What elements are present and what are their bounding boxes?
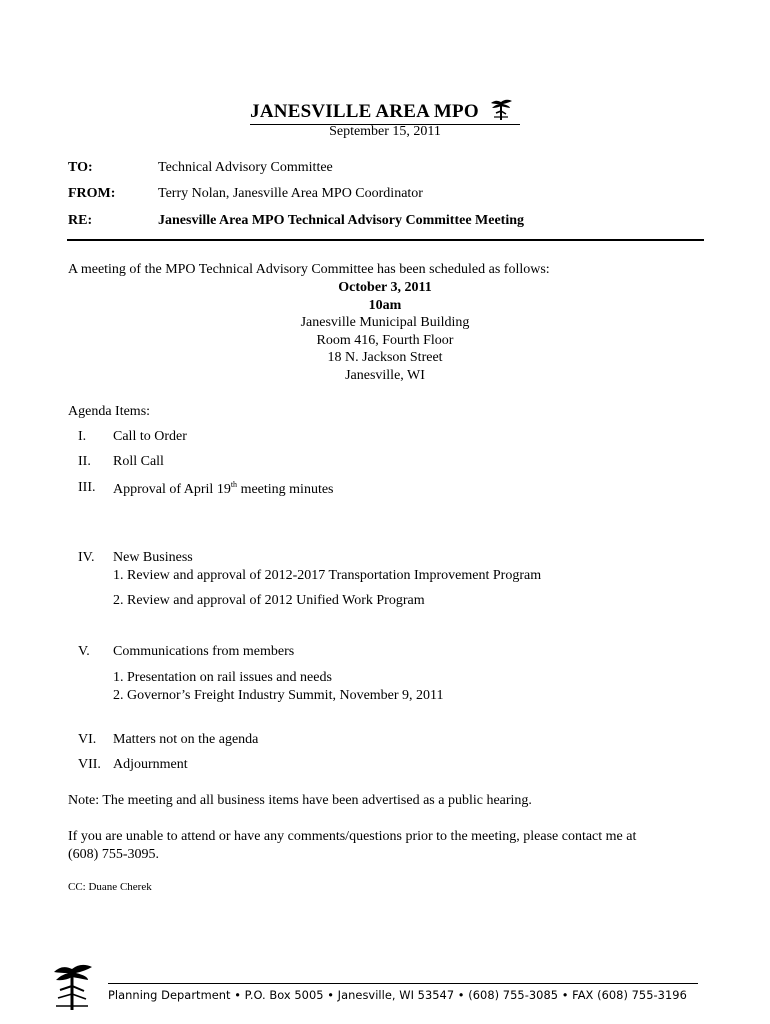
ordinal-suffix: th	[230, 480, 238, 489]
meeting-time: 10am	[368, 297, 402, 313]
agenda-num: VI.	[78, 732, 97, 747]
agenda-item: New Business	[113, 550, 193, 565]
contact-phone: (608) 755-3095.	[68, 847, 159, 862]
from-label: FROM:	[68, 186, 116, 201]
agenda-num: II.	[78, 454, 91, 469]
footer-address: Planning Department • P.O. Box 5005 • Janesville, WI 53547 • (608) 755-3085 • FAX (608) 755-3196	[108, 988, 687, 1002]
agenda-item-text: meeting minutes	[237, 482, 334, 497]
meeting-date: October 3, 2011	[338, 280, 432, 295]
agenda-item: Matters not on the agenda	[113, 732, 259, 747]
to-value: Technical Advisory Committee	[158, 160, 333, 175]
re-value: Janesville Area MPO Technical Advisory Committee Meeting	[158, 213, 525, 228]
note-text: Note: The meeting and all business items have been advertised as a public hearing.	[68, 793, 532, 808]
agenda-num: III.	[78, 480, 96, 495]
agenda-item-text: Approval of April 19	[113, 482, 231, 497]
footer-divider	[108, 983, 698, 984]
memo-date: September 15, 2011	[329, 124, 441, 139]
re-label: RE:	[68, 213, 93, 228]
agenda-heading: Agenda Items:	[68, 404, 151, 419]
meeting-details	[0, 279, 770, 384]
contact-text: If you are unable to attend or have any comments/questions prior to the meeting, please contact me at	[68, 829, 637, 844]
agenda-item: Communications from members	[113, 644, 295, 659]
agenda-num: V.	[78, 644, 90, 659]
tree-logo-icon	[48, 960, 96, 1012]
agenda-num: VII.	[78, 757, 101, 772]
cc-line: CC: Duane Cherek	[68, 881, 152, 893]
agenda-num: I.	[78, 429, 87, 444]
from-value: Terry Nolan, Janesville Area MPO Coordinator	[158, 186, 423, 201]
tree-logo-icon	[488, 97, 514, 121]
meeting-city: Janesville, WI	[345, 367, 425, 383]
to-label: TO:	[68, 160, 93, 175]
sub-item: 2. Review and approval of 2012 Unified Work Program	[113, 593, 425, 608]
meeting-room: Room 416, Fourth Floor	[316, 332, 454, 348]
agenda-item: Roll Call	[113, 454, 164, 469]
agenda-num: IV.	[78, 550, 95, 565]
agenda-item: Call to Order	[113, 429, 187, 444]
page-title: JANESVILLE AREA MPO	[250, 101, 479, 122]
page-title-underline	[250, 97, 520, 125]
agenda-item	[113, 480, 334, 498]
meeting-building: Janesville Municipal Building	[300, 315, 470, 330]
meeting-street: 18 N. Jackson Street	[327, 350, 443, 365]
sub-item: 1. Presentation on rail issues and needs	[113, 670, 332, 685]
agenda-item: Adjournment	[113, 757, 188, 772]
header-divider	[67, 239, 704, 241]
intro-text: A meeting of the MPO Technical Advisory Committee has been scheduled as follows:	[68, 262, 550, 277]
sub-item: 2. Governor’s Freight Industry Summit, November 9, 2011	[113, 688, 444, 703]
sub-item: 1. Review and approval of 2012-2017 Transportation Improvement Program	[113, 568, 542, 583]
page-title-row	[0, 97, 770, 125]
